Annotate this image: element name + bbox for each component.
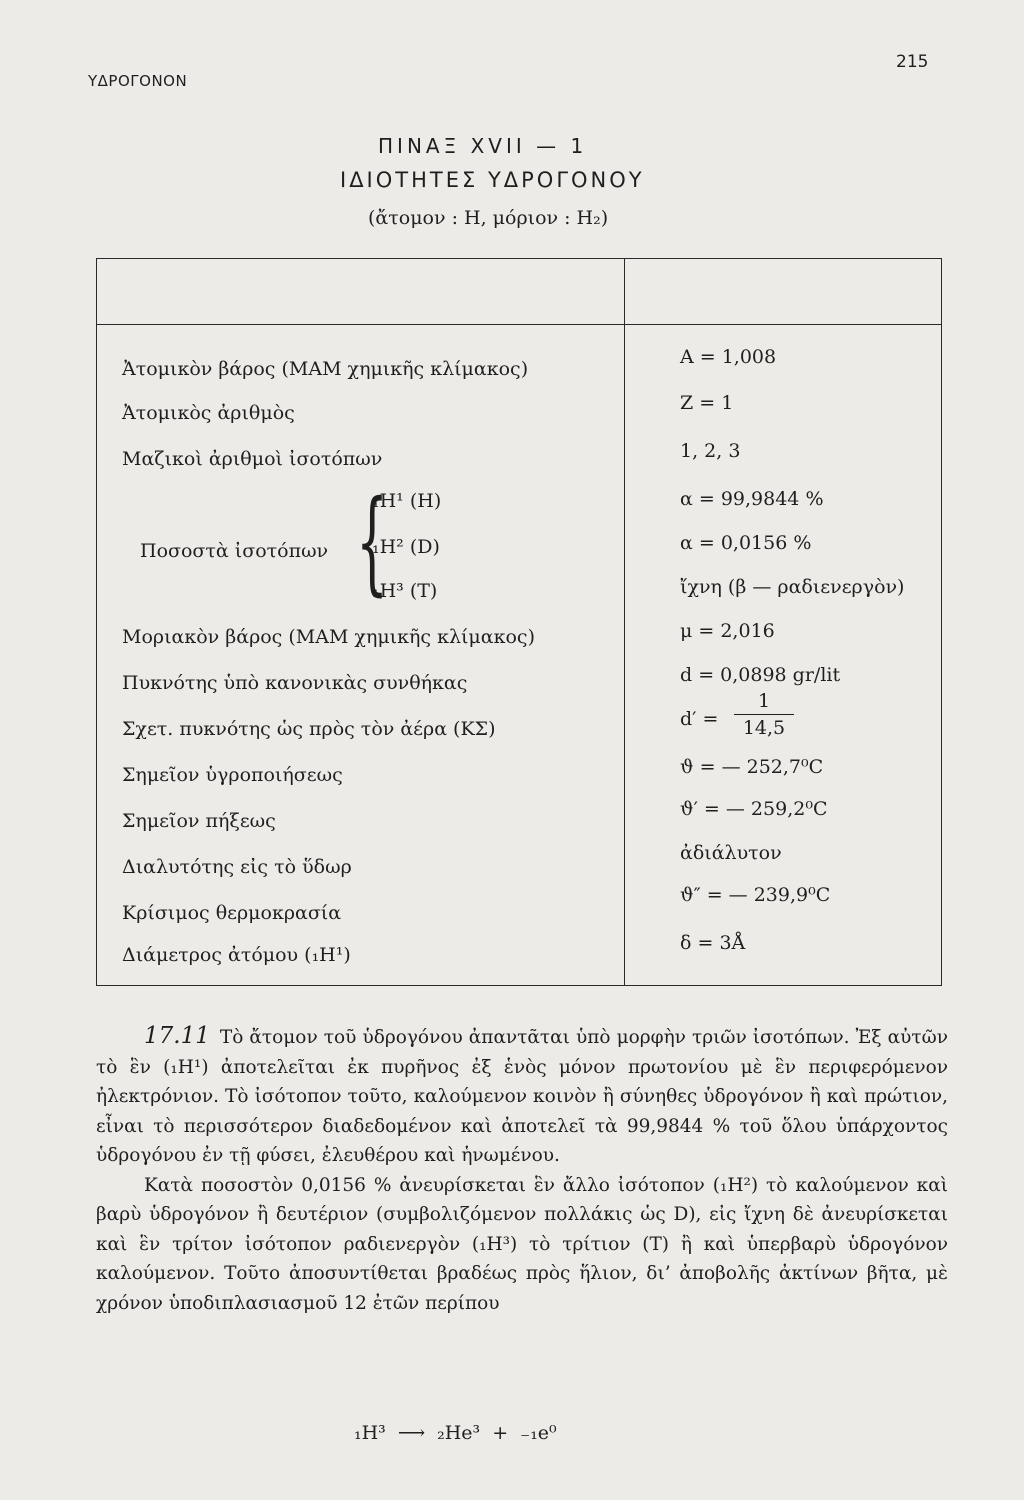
decay-equation: ₁Η³ ⟶ ₂He³ + ₋₁e⁰ <box>354 1422 557 1444</box>
isotope-brace: { <box>356 477 389 607</box>
row-label-atomic-diameter: Διάμετρος ἀτόμου (₁Η¹) <box>122 944 351 966</box>
row-label-mass-numbers: Μαζικοὶ ἀριθμοὶ ἰσοτόπων <box>122 448 383 470</box>
section-number: 17.11 <box>144 1023 210 1049</box>
page-number: 215 <box>896 52 929 72</box>
row-label-liquefaction-point: Σημεῖον ὑγροποιήσεως <box>122 764 343 786</box>
row-value-freezing-point: ϑ′ = — 259,2⁰C <box>680 798 828 820</box>
row-value-atomic-diameter: δ = 3Å <box>680 932 746 954</box>
row-label-freezing-point: Σημεῖον πήξεως <box>122 810 276 832</box>
table-title: ΙΔΙΟΤΗΤΕΣ ΥΔΡΟΓΟΝΟΥ <box>340 168 645 192</box>
row-value-critical-temperature: ϑ″ = — 239,9⁰C <box>680 884 831 906</box>
isotope-h3-name: ₁Η³ (Τ) <box>372 580 438 602</box>
fraction-denominator: 14,5 <box>742 717 786 739</box>
row-value-liquefaction-point: ϑ = — 252,7⁰C <box>680 756 824 778</box>
paragraph-1-text: Τὸ ἄτομον τοῦ ὑδρογόνου ἀπαντᾶται ὑπὸ μορφὴν τριῶν ἰσοτόπων. Ἐξ αὐτῶν τὸ ἓν (₁Η¹) ἀποτελεῖται ἐκ πυρῆνος ἐξ ἑνὸς μόνον πρωτονίου μὲ ἓν περιφερόμενον ἠλεκτρόνιον. Τὸ ἰσότοπον τοῦτο, καλούμενον κοινὸν ἢ σύνηθες ὑδρογόνον ἢ καὶ πρώτιον, εἶναι τὸ περισσότερον διαδεδομένον καὶ ἀποτελεῖ τὰ 99,9844 % τοῦ ὅλου ὑπάρχοντος ὑδρογόνου ἐν τῇ φύσει, ἐλευθέρου καὶ ἡνωμένου. <box>96 1027 948 1166</box>
fraction-numerator: 1 <box>734 690 794 715</box>
running-head: ΥΔΡΟΓΟΝΟΝ <box>88 72 188 90</box>
table-subtitle: (ἄτομον : Η, μόριον : Η₂) <box>368 207 609 229</box>
relative-density-fraction <box>734 690 794 739</box>
isotope-h2-name: ₁Η² (D) <box>372 536 440 558</box>
row-label-isotope-percentages: Ποσοστὰ ἰσοτόπων <box>140 540 329 562</box>
row-value-mass-numbers: 1, 2, 3 <box>680 440 741 462</box>
paragraph-17-11 <box>96 1022 948 1171</box>
row-label-critical-temperature: Κρίσιμος θερμοκρασία <box>122 902 342 924</box>
table-column-divider <box>624 258 625 986</box>
row-value-relative-density: d′ = <box>680 708 719 730</box>
isotope-h1-value: α = 99,9844 % <box>680 488 824 510</box>
row-label-relative-density: Σχετ. πυκνότης ὡς πρὸς τὸν ἀέρα (ΚΣ) <box>122 718 496 740</box>
row-value-solubility: ἀδιάλυτον <box>680 842 782 864</box>
table-header-rule <box>96 324 942 325</box>
row-value-atomic-number: Ζ = 1 <box>680 392 734 414</box>
isotope-h2-value: α = 0,0156 % <box>680 532 812 554</box>
isotope-h1-name: ₁Η¹ (Η) <box>372 490 442 512</box>
row-label-atomic-weight: Ἀτομικὸν βάρος (ΜΑΜ χημικῆς κλίμακος) <box>122 358 529 380</box>
body-text <box>96 1022 948 1318</box>
row-label-density: Πυκνότης ὑπὸ κανονικὰς συνθήκας <box>122 672 468 694</box>
row-label-solubility: Διαλυτότης εἰς τὸ ὕδωρ <box>122 856 352 878</box>
row-label-atomic-number: Ἀτομικὸς ἀριθμὸς <box>122 402 295 424</box>
row-value-density: d = 0,0898 gr/lit <box>680 664 841 686</box>
row-value-molecular-weight: μ = 2,016 <box>680 620 775 642</box>
table-label: ΠΙΝΑΞ XVII — 1 <box>378 134 588 158</box>
isotope-h3-value: ἴχνη (β — ραδιενεργὸν) <box>680 576 905 598</box>
row-value-atomic-weight: Α = 1,008 <box>680 346 777 368</box>
row-label-molecular-weight: Μοριακὸν βάρος (ΜΑΜ χημικῆς κλίμακος) <box>122 626 535 648</box>
paragraph-2: Κατὰ ποσοστὸν 0,0156 % ἀνευρίσκεται ἓν ἄλλο ἰσότοπον (₁Η²) τὸ καλούμενον καὶ βαρὺ ὑδρογόνον ἢ δευτέριον (συμβολιζόμενον πολλάκις ὡς D), εἰς ἴχνη δὲ ἀνευρίσκεται καὶ ἓν τρίτον ἰσότοπον ραδιενεργὸν (₁Η³) τὸ τρίτιον (Τ) ἢ καὶ ὑπερβαρὺ ὑδρογόνον καλούμενον. Τοῦτο ἀποσυντίθεται βραδέως πρὸς ἥλιον, δι’ ἀποβολῆς ἀκτίνων βῆτα, μὲ χρόνον ὑποδιπλασιασμοῦ 12 ἐτῶν περίπου <box>96 1174 948 1314</box>
